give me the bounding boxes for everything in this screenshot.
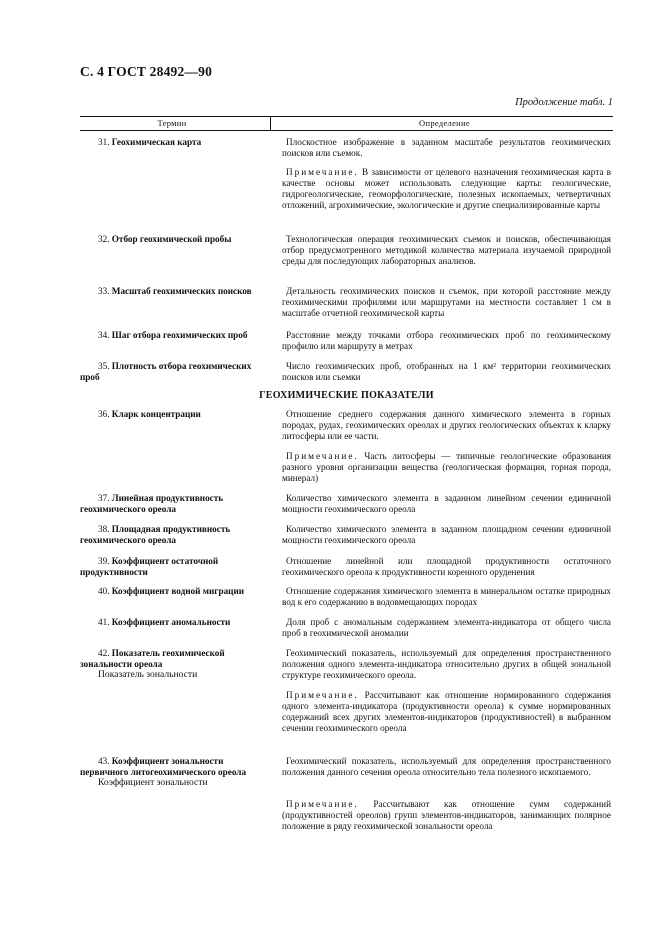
column-header-definition: Определение (419, 118, 470, 128)
page-header: С. 4 ГОСТ 28492—90 (80, 64, 213, 79)
term-synonym: Показатель зональности (98, 668, 198, 680)
term-41 (80, 617, 266, 628)
term-text: Коэффициент зональности первичного литогеохимического ореола (80, 756, 247, 777)
definition-40: Отношение содержания химического элемента в минеральном остатке природных вод к его содержанию в водовмещающих породах (282, 586, 611, 607)
note-label: Примечание. (286, 799, 359, 809)
definition-36: Отношение среднего содержания данного химического элемента в горных породах, рудах, геохимических ореолах и других геологических объектах к кларку литосферы или ее части. (282, 409, 611, 441)
term-number: 42. (98, 648, 110, 658)
definition-41: Доля проб с аномальным содержанием элемента-индикатора от общего числа проб в геохимической аномалии (282, 617, 611, 638)
note-42 (282, 690, 611, 734)
table-header-rule (80, 130, 613, 131)
term-synonym: Коэффициент зональности (98, 776, 208, 788)
term-number: 41. (98, 617, 110, 627)
note-36 (282, 451, 611, 484)
note-31 (282, 167, 611, 211)
term-number: 39. (98, 556, 110, 566)
note-43 (282, 799, 611, 832)
header-column-divider (270, 116, 271, 130)
term-number: 43. (98, 756, 110, 766)
definition-37: Количество химического элемента в заданном линейном сечении единичной мощности геохимического ореола (282, 493, 611, 514)
term-36 (80, 409, 266, 420)
note-label: Примечание. (286, 451, 359, 461)
term-38 (80, 524, 266, 546)
definition-43: Геохимический показатель, используемый для определения пространственного положения данного сечения ореола относительно тела полезного ископаемого. (282, 756, 611, 777)
term-text: Плотность отбора геохимических проб (80, 361, 252, 382)
definition-38: Количество химического элемента в заданном площадном сечении единичной мощности геохимического ореола (282, 524, 611, 545)
note-label: Примечание. (286, 690, 359, 700)
term-42 (80, 648, 266, 681)
term-number: 35. (98, 361, 110, 371)
term-text: Масштаб геохимических поисков (111, 286, 252, 296)
term-text: Шаг отбора геохимических проб (111, 330, 248, 340)
note-text: В зависимости от целевого назначения геохимическая карта в качестве основы может использовать следующие карты: геологические, гидрогеологические, геоморфологические, полезных ископаемых, четвертичных отложений, агрохимические, экологические и другие специализированные карты (282, 167, 611, 210)
definition-39: Отношение линейной или площадной продуктивности остаточного геохимического ореола к продуктивности коренного оруденения (282, 556, 611, 577)
note-label: Примечание. (286, 167, 359, 177)
term-35 (80, 361, 266, 383)
note-text: Рассчитывают как отношение сумм содержаний (продуктивностей ореолов) групп элементов-индикаторов, занимающих полярное положение в ряду геохимической зональности ореола (282, 799, 611, 831)
term-43 (80, 756, 266, 789)
term-text: Коэффициент остаточной продуктивности (80, 556, 219, 577)
definition-31: Плоскостное изображение в заданном масштабе результатов геохимических поисков или съемок. (282, 137, 611, 158)
term-text: Кларк концентрации (111, 409, 201, 419)
term-number: 33. (98, 286, 110, 296)
term-37 (80, 493, 266, 515)
term-number: 32. (98, 234, 110, 244)
term-number: 40. (98, 586, 110, 596)
term-40 (80, 586, 266, 597)
definition-33: Детальность геохимических поисков и съемок, при которой расстояние между геохимическими профилями или маршрутами на местности составляет 1 см в масштабе отчетной геохимической карты (282, 286, 611, 318)
definition-42: Геохимический показатель, используемый для определения пространственного положения одного элемента-индикатора относительно других в общей зональной структуре геохимического ореола. (282, 648, 611, 680)
term-text: Геохимическая карта (111, 137, 202, 147)
term-text: Площадная продуктивность геохимического ореола (80, 524, 231, 545)
term-number: 37. (98, 493, 110, 503)
column-header-term: Термин (157, 118, 187, 128)
table-continuation-label: Продолжение табл. 1 (515, 97, 613, 108)
term-text: Коэффициент аномальности (111, 617, 231, 627)
term-32 (80, 234, 266, 245)
term-text: Показатель геохимической зональности ореола (80, 648, 225, 669)
table-top-rule (80, 116, 613, 117)
term-text: Коэффициент водной миграции (111, 586, 245, 596)
term-number: 34. (98, 330, 110, 340)
term-39 (80, 556, 266, 578)
term-text: Отбор геохимической пробы (111, 234, 232, 244)
definition-35: Число геохимических проб, отобранных на 1 км² территории геохимических поисков или съемки (282, 361, 611, 382)
definition-34: Расстояние между точками отбора геохимических проб по геохимическому профилю или маршруту в метрах (282, 330, 611, 351)
section-title: ГЕОХИМИЧЕСКИЕ ПОКАЗАТЕЛИ (259, 390, 434, 401)
term-number: 36. (98, 409, 110, 419)
term-33 (80, 286, 266, 297)
term-number: 31. (98, 137, 110, 147)
term-34 (80, 330, 266, 341)
note-text: Рассчитывают как отношение нормированного содержания одного элемента-индикатора (продуктивности ореола) к сумме нормированных содержаний всех других элементов-индикаторов (продуктивностей) в выбранном сечении геохимического ореола (282, 690, 611, 733)
term-number: 38. (98, 524, 110, 534)
term-31 (80, 137, 266, 148)
note-text: Часть литосферы — типичные геологические образования разного уровня организации вещества (геологическая формация, горная порода, минерал) (282, 451, 611, 483)
term-text: Линейная продуктивность геохимического ореола (80, 493, 224, 514)
definition-32: Технологическая операция геохимических съемок и поисков, обеспечивающая отбор предусмотренного методикой количества материала изучаемой природной среды для последующих лабораторных анализов. (282, 234, 611, 266)
